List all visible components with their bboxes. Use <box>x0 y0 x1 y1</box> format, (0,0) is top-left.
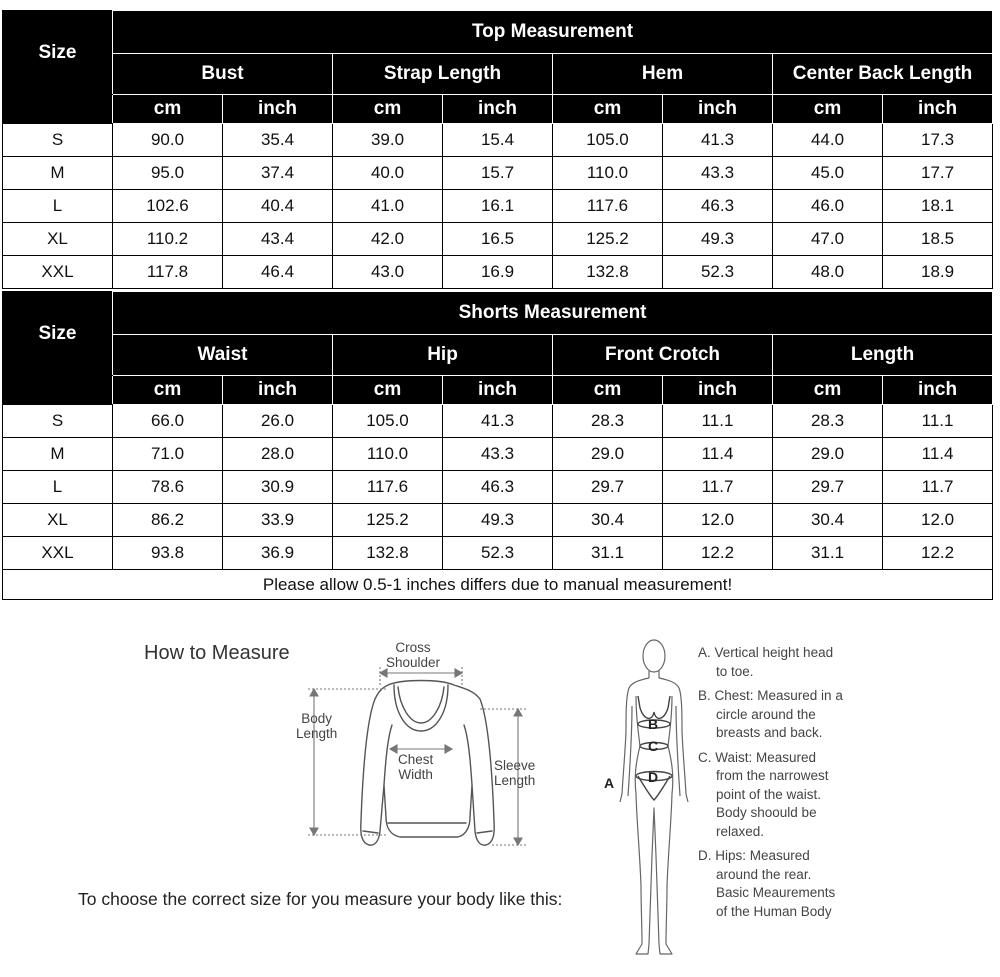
unit-header: cm <box>553 376 663 405</box>
unit-header: inch <box>223 95 333 124</box>
size-header: Size <box>3 292 113 376</box>
label-line: Shoulder <box>386 655 441 670</box>
table-cell: 11.7 <box>663 471 773 504</box>
group-header: Strap Length <box>333 54 553 95</box>
unit-header: cm <box>113 95 223 124</box>
group-header: Center Back Length <box>773 54 993 95</box>
size-cell: M <box>3 438 113 471</box>
table-cell: 71.0 <box>113 438 223 471</box>
table-cell: 17.7 <box>883 157 993 190</box>
table-cell: 12.2 <box>663 537 773 570</box>
table-cell: 95.0 <box>113 157 223 190</box>
unit-header: inch <box>223 376 333 405</box>
size-cell: XXL <box>3 256 113 289</box>
table-cell: 93.8 <box>113 537 223 570</box>
note-line: relaxed. <box>716 823 765 839</box>
table-cell: 41.3 <box>663 124 773 157</box>
table-cell: 16.9 <box>443 256 553 289</box>
table-cell: 15.7 <box>443 157 553 190</box>
table-cell: 33.9 <box>223 504 333 537</box>
table-cell: 39.0 <box>333 124 443 157</box>
table-cell: 26.0 <box>223 405 333 438</box>
table-cell: 12.2 <box>883 537 993 570</box>
size-cell: M <box>3 157 113 190</box>
table-cell: 31.1 <box>553 537 663 570</box>
table-cell: 125.2 <box>333 504 443 537</box>
table-row <box>3 471 993 504</box>
size-cell: XL <box>3 223 113 256</box>
table-cell: 105.0 <box>333 405 443 438</box>
table-cell: 28.3 <box>553 405 663 438</box>
table-cell: 18.9 <box>883 256 993 289</box>
table-cell: 46.3 <box>663 190 773 223</box>
guide-instruction: To choose the correct size for you measure your body like this: <box>78 889 563 909</box>
table-cell: 110.0 <box>553 157 663 190</box>
table-row <box>3 504 993 537</box>
size-header: Size <box>3 11 113 95</box>
table-cell: 46.4 <box>223 256 333 289</box>
note-line: B. Chest: Measured in a <box>698 688 843 703</box>
table-cell: 12.0 <box>663 504 773 537</box>
unit-header: inch <box>663 95 773 124</box>
size-cell: L <box>3 471 113 504</box>
unit-header: cm <box>773 376 883 405</box>
label-line: Length <box>296 726 338 741</box>
table-row <box>3 190 993 223</box>
note-line: of the Human Body <box>716 903 832 919</box>
table-cell: 132.8 <box>333 537 443 570</box>
table-cell: 29.7 <box>553 471 663 504</box>
guide-title: How to Measure <box>144 642 290 664</box>
note-line: A. Vertical height head <box>698 645 834 660</box>
note-line: C. Waist: Measured <box>698 749 817 765</box>
unit-header: inch <box>883 95 993 124</box>
table-cell: 30.4 <box>773 504 883 537</box>
measurement-notes <box>698 644 878 927</box>
table-cell: 86.2 <box>113 504 223 537</box>
unit-header: inch <box>663 376 773 405</box>
note-line: point of the waist. <box>716 786 822 802</box>
size-cell: XXL <box>3 537 113 570</box>
table-cell: 105.0 <box>553 124 663 157</box>
note-c <box>698 749 878 842</box>
table-cell: 11.7 <box>883 471 993 504</box>
table-cell: 49.3 <box>663 223 773 256</box>
label-a: A <box>604 775 615 791</box>
table-cell: 48.0 <box>773 256 883 289</box>
label-d: D <box>648 769 659 785</box>
table-cell: 40.0 <box>333 157 443 190</box>
table-cell: 18.1 <box>883 190 993 223</box>
unit-header: inch <box>443 95 553 124</box>
table-cell: 40.4 <box>223 190 333 223</box>
table-cell: 132.8 <box>553 256 663 289</box>
label-line: Length <box>494 773 536 788</box>
table-cell: 43.3 <box>443 438 553 471</box>
table-title: Shorts Measurement <box>113 292 993 335</box>
table-cell: 125.2 <box>553 223 663 256</box>
label-c: C <box>648 738 659 754</box>
size-cell: S <box>3 124 113 157</box>
table-cell: 17.3 <box>883 124 993 157</box>
table-cell: 43.0 <box>333 256 443 289</box>
size-cell: L <box>3 190 113 223</box>
label-line: Chest <box>398 752 434 767</box>
cross-shoulder-label <box>386 640 440 670</box>
table-cell: 66.0 <box>113 405 223 438</box>
group-header: Bust <box>113 54 333 95</box>
note-line: circle around the <box>716 706 816 722</box>
table-cell: 11.1 <box>663 405 773 438</box>
table-cell: 37.4 <box>223 157 333 190</box>
unit-header: cm <box>333 376 443 405</box>
table-cell: 117.6 <box>333 471 443 504</box>
table-cell: 52.3 <box>663 256 773 289</box>
label-b: B <box>648 716 659 732</box>
table-cell: 18.5 <box>883 223 993 256</box>
table-row <box>3 256 993 289</box>
table-cell: 29.0 <box>553 438 663 471</box>
sleeve-length-label <box>494 758 535 788</box>
unit-header: inch <box>883 376 993 405</box>
table-cell: 47.0 <box>773 223 883 256</box>
group-header: Waist <box>113 335 333 376</box>
table-cell: 30.9 <box>223 471 333 504</box>
table-cell: 46.3 <box>443 471 553 504</box>
table-cell: 41.0 <box>333 190 443 223</box>
table-cell: 15.4 <box>443 124 553 157</box>
top-measurement-table <box>2 10 993 289</box>
table-cell: 117.6 <box>553 190 663 223</box>
note-line: breasts and back. <box>716 725 823 740</box>
table-cell: 30.4 <box>553 504 663 537</box>
table-cell: 117.8 <box>113 256 223 289</box>
table-cell: 16.5 <box>443 223 553 256</box>
group-header: Front Crotch <box>553 335 773 376</box>
unit-header: cm <box>553 95 663 124</box>
note-a <box>698 644 878 681</box>
unit-header: inch <box>443 376 553 405</box>
chest-width-label <box>398 752 433 782</box>
group-header: Hip <box>333 335 553 376</box>
table-cell: 44.0 <box>773 124 883 157</box>
table-cell: 28.0 <box>223 438 333 471</box>
note-line: Body shoould be <box>716 805 817 820</box>
note-line: Basic Meaurements <box>716 885 836 900</box>
label-line: Width <box>398 767 433 782</box>
size-cell: S <box>3 405 113 438</box>
label-line: Body <box>301 711 333 726</box>
table-cell: 78.6 <box>113 471 223 504</box>
table-cell: 36.9 <box>223 537 333 570</box>
table-cell: 90.0 <box>113 124 223 157</box>
table-cell: 102.6 <box>113 190 223 223</box>
size-cell: XL <box>3 504 113 537</box>
measurement-note: Please allow 0.5-1 inches differs due to manual measurement! <box>3 570 993 600</box>
group-header: Hem <box>553 54 773 95</box>
table-row <box>3 537 993 570</box>
size-header-spacer <box>3 95 113 124</box>
table-cell: 11.4 <box>663 438 773 471</box>
label-line: Cross <box>395 640 431 655</box>
table-row <box>3 405 993 438</box>
note-line: from the narrowest <box>716 768 829 783</box>
table-cell: 110.2 <box>113 223 223 256</box>
table-cell: 41.3 <box>443 405 553 438</box>
body-length-label <box>296 711 337 741</box>
table-row <box>3 223 993 256</box>
table-title: Top Measurement <box>113 11 993 54</box>
note-b <box>698 687 878 743</box>
note-row <box>3 570 993 600</box>
table-cell: 29.0 <box>773 438 883 471</box>
table-cell: 35.4 <box>223 124 333 157</box>
table-cell: 11.4 <box>883 438 993 471</box>
group-header: Length <box>773 335 993 376</box>
table-row <box>3 438 993 471</box>
body-figure-diagram <box>614 636 694 966</box>
table-cell: 11.1 <box>883 405 993 438</box>
table-cell: 52.3 <box>443 537 553 570</box>
note-line: around the rear. <box>716 866 812 882</box>
note-line: D. Hips: Measured <box>698 848 810 863</box>
table-cell: 43.4 <box>223 223 333 256</box>
table-cell: 42.0 <box>333 223 443 256</box>
shorts-measurement-table <box>2 291 993 600</box>
table-cell: 45.0 <box>773 157 883 190</box>
table-row <box>3 124 993 157</box>
table-cell: 46.0 <box>773 190 883 223</box>
note-line: to toe. <box>716 663 754 679</box>
size-header-spacer <box>3 376 113 405</box>
table-cell: 12.0 <box>883 504 993 537</box>
unit-header: cm <box>773 95 883 124</box>
unit-header: cm <box>113 376 223 405</box>
table-cell: 110.0 <box>333 438 443 471</box>
table-cell: 49.3 <box>443 504 553 537</box>
table-row <box>3 157 993 190</box>
note-d <box>698 847 878 921</box>
table-cell: 28.3 <box>773 405 883 438</box>
table-cell: 16.1 <box>443 190 553 223</box>
table-cell: 31.1 <box>773 537 883 570</box>
label-line: Sleeve <box>494 758 536 773</box>
table-cell: 29.7 <box>773 471 883 504</box>
table-cell: 43.3 <box>663 157 773 190</box>
unit-header: cm <box>333 95 443 124</box>
